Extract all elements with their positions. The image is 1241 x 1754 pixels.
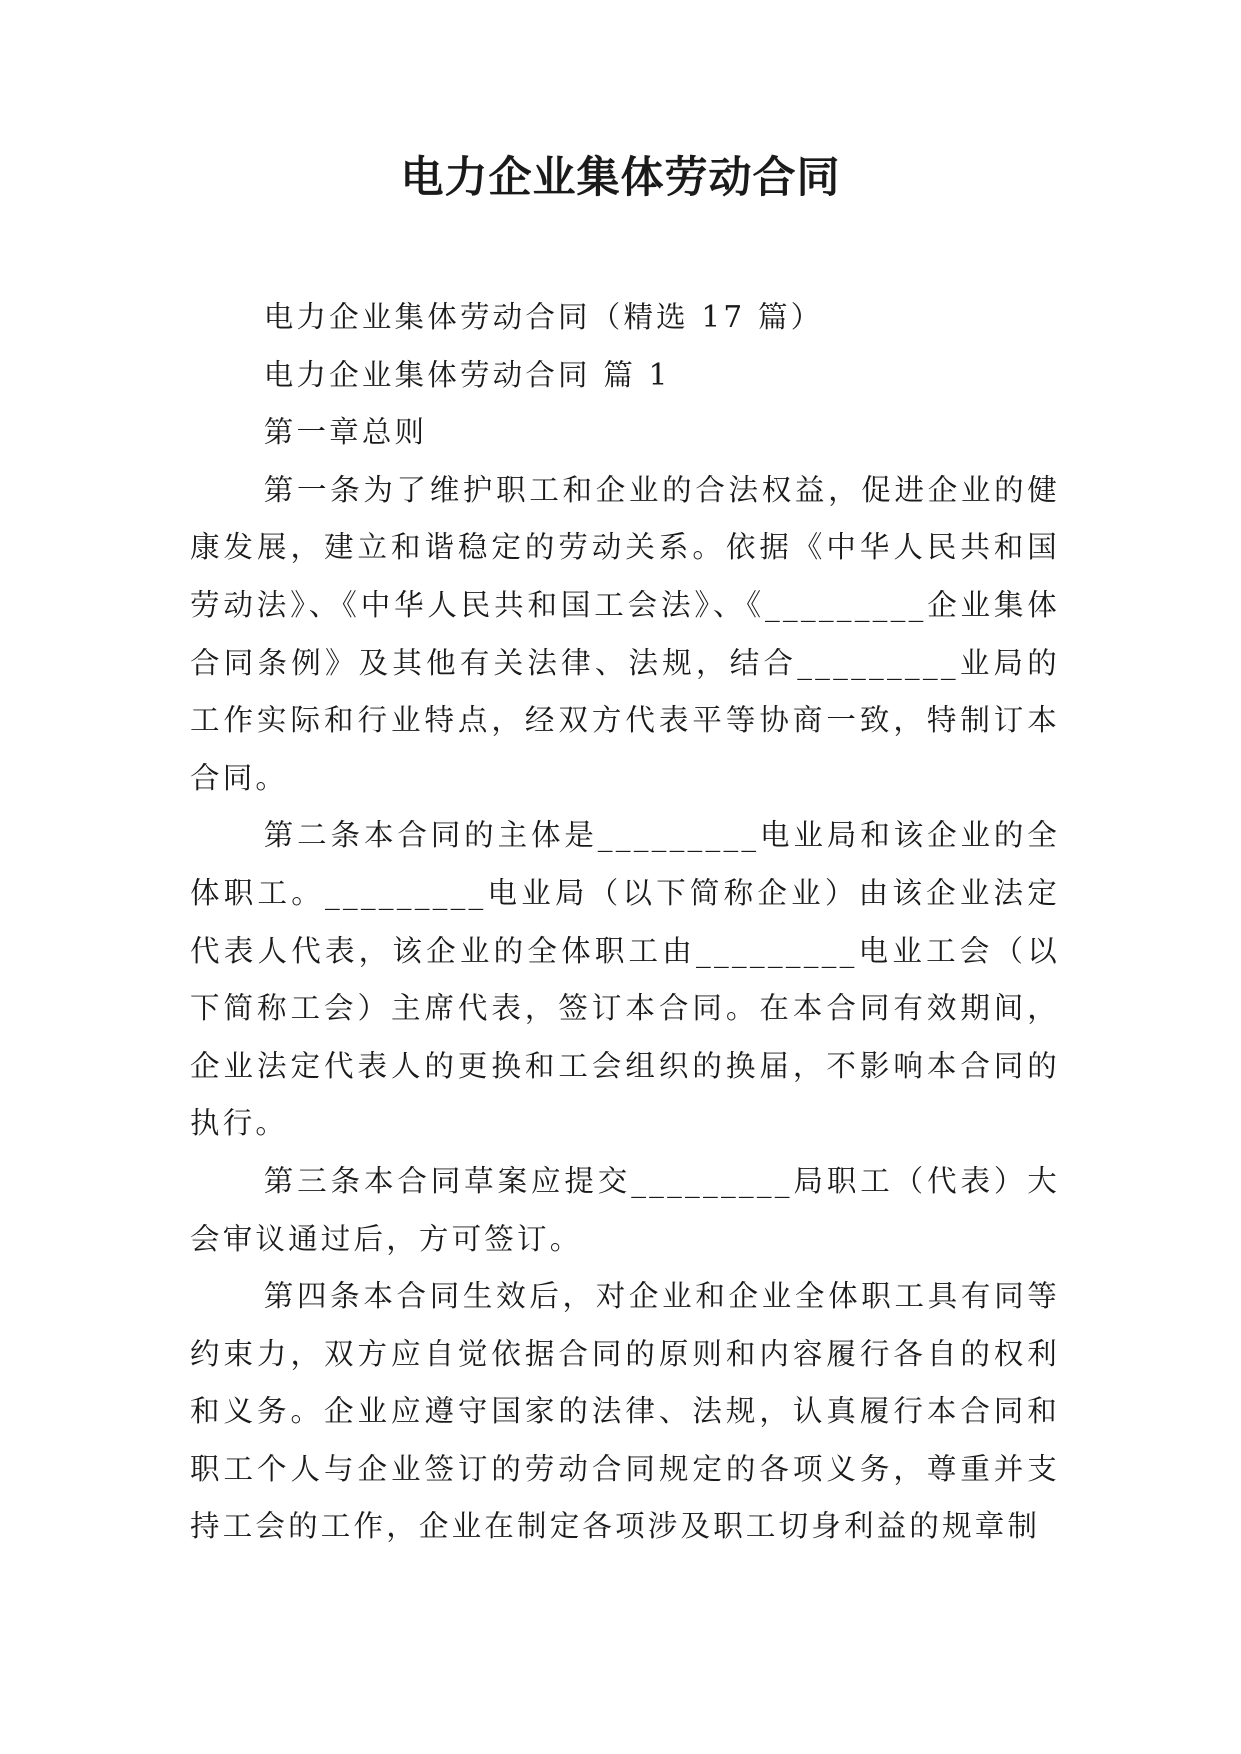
chapter-heading: 第一章总则 (263, 415, 428, 450)
document-title: 电力企业集体劳动合同 (400, 153, 841, 203)
article-3-paragraph: 第三条本合同草案应提交_________局职工（代表）大会审议通过后，方可签订。 (190, 1163, 1060, 1256)
article-2-paragraph: 第二条本合同的主体是_________电业局和该企业的全体职工。_________电业局（以下简称企业）由该企业法定代表人代表，该企业的全体职工由_________电业工会（以下简称工会）主席代表，签订本合同。在本合同有效期间，企业法定代表人的更换和工会组织的换届，不影响本合同的执行。 (190, 818, 1060, 1141)
document-body (190, 289, 1060, 1556)
article-1-paragraph: 第一条为了维护职工和企业的合法权益，促进企业的健康发展，建立和谐稳定的劳动关系。依据《中华人民共和国劳动法》、《中华人民共和国工会法》、《_________企业集体合同条例》及其他有关法律、法规，结合_________业局的工作实际和行业特点，经双方代表平等协商一致，特制订本合同。 (190, 472, 1060, 795)
article-4-paragraph: 第四条本合同生效后，对企业和企业全体职工具有同等约束力，双方应自觉依据合同的原则和内容履行各自的权利和义务。企业应遵守国家的法律、法规，认真履行本合同和职工个人与企业签订的劳动合同规定的各项义务，尊重并支持工会的工作，企业在制定各项涉及职工切身利益的规章制 (190, 1279, 1060, 1544)
subtitle-paragraph: 电力企业集体劳动合同（精选 17 篇） (263, 300, 824, 334)
section-heading: 电力企业集体劳动合同 篇 1 (263, 357, 671, 392)
